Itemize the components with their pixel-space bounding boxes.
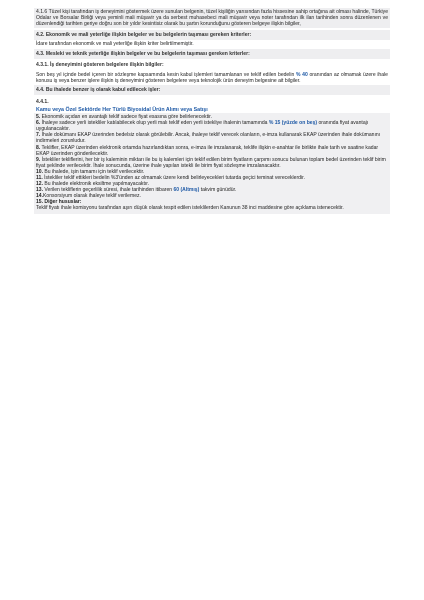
- section-4-2-text: İdare tarafından ekonomik ve mali yeterliğe ilişkin kriter belirtilmemiştir.: [36, 41, 194, 48]
- list-item: 15. Diğer hususlar:: [36, 199, 82, 206]
- section-4-3-1-text-b: oranından az olmamak üzere ihale konusu iş veya benzer işlere ilişkin iş deneyimini gösteren belgelere veya teknolojik ürün deneyim belgesine ait bilgiler.: [36, 71, 388, 84]
- list-item: 5. Ekonomik açıdan en avantajlı teklif sadece fiyat esasına göre belirlenecektir.: [36, 114, 212, 121]
- intro-paragraph: 4.1.6 Tüzel kişi tarafından iş deneyimini göstermek üzere sunulan belgenin, tüzel kişiliğin yarısından fazla hissesine sahip ortağına ait olması halinde, Türkiye Odalar ve Borsalar Birliği veya yeminli mali müşavir ya da serbest muhasebeci mali müşavir veya noter tarafından ilk ilan tarihinden sonra düzenlenen ve düzenlendiği tarihten geriye doğru son bir yıldır kesintisiz olarak bu şartın korunduğunu gösteren belgeye ilişkin bilgiler,: [36, 9, 388, 28]
- list-item: 6. İhaleye sadece yerli istekliler katılabilecek olup yerli malı teklif eden yerli istekliye ihalenin tamamında % 15 (yüzde on beş) oranında fiyat avantajı uygulanacaktır.: [36, 120, 369, 133]
- section-4-3-1-percentage: % 40: [295, 71, 308, 78]
- section-4-3-1-text: [34, 72, 390, 84]
- validity-period-highlight: 60 (Altmış): [173, 187, 200, 194]
- list-item: 8. Teklifler, EKAP üzerinden elektronik ortamda hazırlandıktan sonra, e-imza ile imzalanarak, teklife ilişkin e-anahtar ile birlikte ihale tarih ve saatine kadar EKAP üzerinden gönderilecektir.: [36, 144, 379, 157]
- list-item: Teklif fiyatı ihale komisyonu tarafından aşırı düşük olarak tespit edilen isteklilerden Kanunun 38 inci maddesine göre açıklama istenecektir.: [36, 205, 344, 212]
- list-item: 10. Bu ihalede, işin tamamı için teklif verilecektir.: [36, 168, 145, 175]
- terms-list: [34, 113, 390, 214]
- list-item: 7. İhale dokümanı EKAP üzerinden bedelsiz olarak görülebilir. Ancak, ihaleye teklif verecek olanların, e-imza kullanarak EKAP üzerinden ihale dokümanını indirmeleri zorunludur.: [36, 132, 381, 145]
- list-item: 14.Konsorsiyum olarak ihaleye teklif verilemez.: [36, 193, 141, 200]
- section-4-3-1-header: 4.3.1. İş deneyimini gösteren belgelere ilişkin bilgiler:: [36, 62, 164, 69]
- list-item: 13. Verilen tekliflerin geçerlilik süresi, ihale tarihinden itibaren 60 (Altmış) takvim günüdür.: [36, 187, 237, 194]
- similar-work-title: Kamu veya Özel Sektörde Her Türlü Biyosidal Ürün Alımı veya Satışı: [36, 106, 208, 113]
- section-4-2-header: 4.2. Ekonomik ve mali yeterliğe ilişkin belgeler ve bu belgelerin taşıması gereken kriterler:: [34, 30, 390, 40]
- price-advantage-highlight: % 15 (yüzde on beş): [268, 120, 318, 127]
- section-4-4-header: 4.4. Bu ihalede benzer iş olarak kabul edilecek işler:: [34, 85, 390, 95]
- list-item: 12. Bu ihalede elektronik eksiltme yapılmayacaktır.: [36, 181, 150, 188]
- list-item: 11. İstekliler teklif ettikleri bedelin %3'ünden az olmamak üzere kendi belirleyecekleri tutarda geçici teminat vereceklerdir.: [36, 175, 305, 181]
- section-4-3-header: 4.3. Mesleki ve teknik yeterliğe ilişkin belgeler ve bu belgelerin taşıması gereken kriterler:: [34, 49, 390, 59]
- section-4-4-1-label: 4.4.1.: [36, 98, 49, 105]
- list-item: 9. İstekliler tekliflerini, her bir iş kaleminin miktarı ile bu iş kalemleri için teklif edilen birim fiyatların çarpımı sonucu bulunan toplam bedel üzerinden teklif birim fiyat şeklinde verilecektir. İhale sonucunda, üzerine ihale yapılan istekli ile birim fiyat sözleşme imzalanacaktır.: [36, 156, 386, 169]
- section-4-3-1-text-a: Son beş yıl içinde bedel içeren bir sözleşme kapsamında kesin kabul işlemleri tamamlanan ve teklif edilen bedelin: [36, 71, 296, 78]
